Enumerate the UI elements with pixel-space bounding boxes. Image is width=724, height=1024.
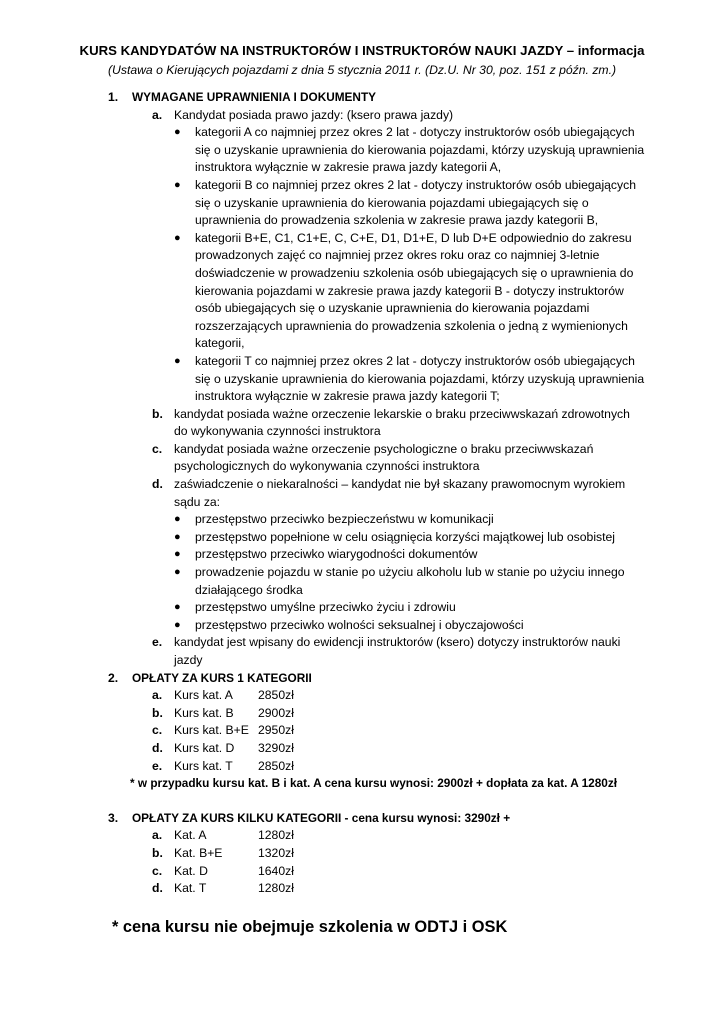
section-2-heading (0, 670, 724, 688)
price-value: 2900zł (258, 705, 294, 720)
list-item (0, 634, 724, 669)
price-row (0, 863, 724, 881)
bullet-item (0, 599, 724, 617)
bullet-item (0, 529, 724, 547)
list-item (0, 441, 724, 476)
price-label: Kurs kat. D (174, 740, 235, 755)
bullet-text: kategorii A co najmniej przez okres 2 lat - dotyczy instruktorów osób ubiegających się o uzyskanie uprawnienia do kierowania pojazdami, którzy uzyskują uprawnienia instruktora wyłącznie w zakresie prawa jazdy kategorii A, (195, 125, 645, 175)
list-item (0, 406, 724, 441)
bullet-icon: ● (174, 530, 181, 543)
item-letter: e. (152, 635, 163, 650)
section-1-heading (0, 89, 724, 107)
bullet-item (0, 617, 724, 635)
bullet-text: przestępstwo przeciwko wolności seksualnej i obyczajowości (195, 617, 524, 632)
bullet-item (0, 230, 724, 353)
item-letter: b. (152, 705, 163, 720)
bullet-text: przestępstwo umyślne przeciwko życiu i zdrowiu (195, 600, 456, 615)
price-row (0, 758, 724, 776)
bullet-icon: ● (174, 178, 181, 191)
bullet-text: przestępstwo przeciwko wiarygodności dokumentów (195, 547, 478, 562)
bullet-icon: ● (174, 618, 181, 631)
item-text: kandydat jest wpisany do ewidencji instruktorów (ksero) dotyczy instruktorów nauki jazdy (174, 635, 621, 667)
price-label: Kurs kat. T (174, 758, 233, 773)
item-letter: b. (152, 845, 163, 860)
bullet-icon: ● (174, 566, 181, 579)
price-label: Kat. T (174, 881, 207, 896)
bullet-item (0, 177, 724, 230)
section-title: OPŁATY ZA KURS KILKU KATEGORII - cena kursu wynosi: 3290zł + (132, 810, 511, 825)
bullet-icon: ● (174, 231, 181, 244)
price-value: 1320zł (258, 845, 294, 860)
price-value: 2850zł (258, 688, 294, 703)
price-label: Kurs kat. B (174, 705, 234, 720)
bullet-text: prowadzenie pojazdu w stanie po użyciu alkoholu lub w stanie po użyciu innego działającego środka (195, 565, 625, 597)
item-letter: d. (152, 477, 163, 492)
item-letter: a. (152, 107, 163, 122)
section-3-heading (0, 810, 724, 828)
price-label: Kurs kat. B+E (174, 723, 249, 738)
bullet-icon: ● (174, 354, 181, 367)
price-label: Kurs kat. A (174, 688, 233, 703)
bullet-icon: ● (174, 513, 181, 526)
price-label: Kat. B+E (174, 845, 223, 860)
item-letter: d. (152, 881, 163, 896)
price-value: 2950zł (258, 723, 294, 738)
section-number: 3. (108, 810, 119, 825)
item-letter: c. (152, 863, 163, 878)
price-value: 1280zł (258, 881, 294, 896)
item-text: zaświadczenie o niekaralności – kandydat nie był skazany prawomocnym wyrokiem sądu za: (174, 477, 626, 509)
item-letter: c. (152, 441, 163, 456)
bullet-item (0, 564, 724, 599)
price-note: * w przypadku kursu kat. B i kat. A cena kursu wynosi: 2900zł + dopłata za kat. A 1280zł (130, 776, 618, 791)
price-row (0, 880, 724, 898)
final-note: * cena kursu nie obejmuje szkolenia w ODTJ i OSK (112, 917, 508, 936)
list-item (0, 476, 724, 511)
item-letter: a. (152, 828, 163, 843)
item-text: kandydat posiada ważne orzeczenie psychologiczne o braku przeciwwskazań psychologicznych do wykonywania czynności instruktora (174, 441, 594, 474)
bullet-item (0, 546, 724, 564)
item-letter: e. (152, 758, 163, 773)
bullet-text: przestępstwo przeciwko bezpieczeństwu w komunikacji (195, 512, 494, 527)
bullet-text: kategorii T co najmniej przez okres 2 lat - dotyczy instruktorów osób ubiegających się o uzyskanie uprawnienia do kierowania pojazdami, którzy uzyskują uprawnienia instruktora wyłącznie w zakresie prawa jazdy kategorii T; (195, 353, 645, 404)
list-item (0, 107, 724, 125)
bullet-item (0, 511, 724, 529)
section-title: WYMAGANE UPRAWNIENIA I DOKUMENTY (132, 90, 377, 104)
section-title: OPŁATY ZA KURS 1 KATEGORII (132, 670, 312, 685)
bullet-icon: ● (174, 601, 181, 614)
bullet-text: kategorii B+E, C1, C1+E, C, C+E, D1, D1+E, D lub D+E odpowiednio do zakresu prowadzonych zajęć co najmniej przez okres roku oraz co najmniej 3-letnie doświadczenie w prowadzeniu szkolenia osób ubiegających się o uprawnienia do kierowania pojazdami w zakresie prawa jazdy kategorii B - dotyczy instruktorów osób ubiegających się o uzyskanie uprawnienia do kierowania pojazdami rozszerzających uprawnienia do prowadzenia szkolenia o jedną z wymienionych kategorii, (195, 230, 634, 351)
price-value: 1280zł (258, 828, 294, 843)
item-text: kandydat posiada ważne orzeczenie lekarskie o braku przeciwwskazań zdrowotnych do wykonywania czynności instruktora (174, 406, 630, 439)
price-row (0, 740, 724, 758)
bullet-text: przestępstwo popełnione w celu osiągnięcia korzyści majątkowej lub osobistej (195, 529, 616, 544)
price-label: Kat. D (174, 863, 208, 878)
price-label: Kat. A (174, 828, 207, 843)
item-letter: c. (152, 723, 163, 738)
price-value: 1640zł (258, 863, 294, 878)
spacer (0, 793, 724, 810)
price-value: 2850zł (258, 758, 294, 773)
item-text: Kandydat posiada prawo jazdy: (ksero prawa jazdy) (174, 107, 454, 122)
section-number: 2. (108, 670, 119, 685)
price-row (0, 827, 724, 845)
price-row (0, 705, 724, 723)
bullet-icon: ● (174, 126, 181, 139)
bullet-item (0, 353, 724, 406)
price-row (0, 845, 724, 863)
item-letter: a. (152, 688, 163, 703)
page-title: KURS KANDYDATÓW NA INSTRUKTORÓW I INSTRUKTORÓW NAUKI JAZDY – informacja (79, 43, 645, 58)
bullet-text: kategorii B co najmniej przez okres 2 lat - dotyczy instruktorów osób ubiegających się o uzyskanie uprawnienia do kierowania pojazdami ubiegających się o uprawnienia do prowadzenia szkolenia w zakresie prawa jazdy kategorii B, (195, 177, 636, 228)
bullet-item (0, 124, 724, 177)
bullet-icon: ● (174, 548, 181, 561)
price-value: 3290zł (258, 740, 294, 755)
document-content (0, 89, 724, 938)
price-row (0, 687, 724, 705)
item-letter: d. (152, 740, 163, 755)
price-row (0, 722, 724, 740)
page-subtitle: (Ustawa o Kierujących pojazdami z dnia 5 stycznia 2011 r. (Dz.U. Nr 30, poz. 151 z późn. zm.) (107, 63, 617, 77)
item-letter: b. (152, 406, 163, 421)
section-number: 1. (108, 90, 119, 104)
